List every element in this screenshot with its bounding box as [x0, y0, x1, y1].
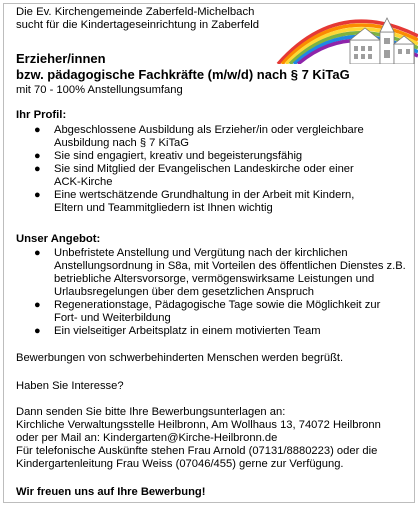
contact-line-1: Dann senden Sie bitte Ihre Bewerbungsunterlagen an:: [16, 406, 286, 418]
contact-phone-line-1: Für telefonische Auskünfte stehen Frau Arnold (07131/8880223) oder die: [16, 445, 378, 457]
bullet-icon: ●: [34, 247, 41, 259]
contact-email[interactable]: oder per Mail an: Kindergarten@Kirche-Heilbronn.de: [16, 432, 278, 444]
header-line-1: Die Ev. Kirchengemeinde Zaberfeld-Michelbach: [16, 6, 255, 18]
list-item: ● Ein vielseitiger Arbeitsplatz in einem motivierten Team: [34, 325, 321, 337]
employer-header: [16, 6, 259, 32]
profile-heading: Ihr Profil:: [16, 109, 67, 121]
list-item: ● Sie sind Mitglied der Evangelischen Landeskirche oder einer ACK-Kirche: [34, 163, 354, 188]
bullet-icon: ●: [34, 150, 41, 162]
offer-heading: Unser Angebot:: [16, 233, 101, 245]
employment-scope: mit 70 - 100% Anstellungsumfang: [16, 84, 183, 96]
header-line-2: sucht für die Kindertageseinrichtung in Zaberfeld: [16, 19, 260, 31]
bullet-icon: ●: [34, 325, 41, 337]
offer-list: [16, 247, 406, 338]
job-title-line-2: bzw. pädagogische Fachkräfte (m/w/d) nach § 7 KiTaG: [16, 67, 350, 82]
list-item: ● Eine wertschätzende Grundhaltung in der Arbeit mit Kindern, Eltern und Teammitgliedern ist Ihnen wichtig: [34, 189, 355, 214]
disability-notice: Bewerbungen von schwerbehinderten Menschen werden begrüßt.: [16, 352, 344, 364]
job-title-line-1: Erzieher/innen: [16, 51, 106, 66]
list-item: ● Sie sind engagiert, kreativ und begeisterungsfähig: [34, 150, 303, 162]
bullet-icon: ●: [34, 299, 41, 311]
list-item: ● Unbefristete Anstellung und Vergütung nach der kirchlichen Anstellungsordnung in S8a, mit Vorteilen des öffentlichen Dienstes z.B. betriebliche Altersvorsorge, vermögenswirksame Leistungen und Urlaubsregelungen über dem gesetzlichen Anspruch: [34, 247, 406, 298]
contact-address: Kirchliche Verwaltungsstelle Heilbronn, Am Wollhaus 13, 74072 Heilbronn: [16, 419, 381, 431]
list-item: ● Abgeschlossene Ausbildung als Erzieher/in oder vergleichbare Ausbildung nach § 7 KiTaG: [34, 124, 364, 149]
job-title: [16, 51, 350, 83]
profile-list: [16, 124, 364, 215]
bullet-icon: ●: [34, 189, 41, 201]
interest-question: Haben Sie Interesse?: [16, 380, 124, 392]
contact-block: [16, 406, 381, 471]
list-item: ● Regenerationstage, Pädagogische Tage sowie die Möglichkeit zur Fort- und Weiterbildung: [34, 299, 381, 324]
bullet-icon: ●: [34, 124, 41, 136]
closing-line: Wir freuen uns auf Ihre Bewerbung!: [16, 486, 206, 498]
contact-phone-line-2: Kindergartenleitung Frau Weiss (07046/455) gerne zur Verfügung.: [16, 458, 344, 470]
bullet-icon: ●: [34, 163, 41, 175]
